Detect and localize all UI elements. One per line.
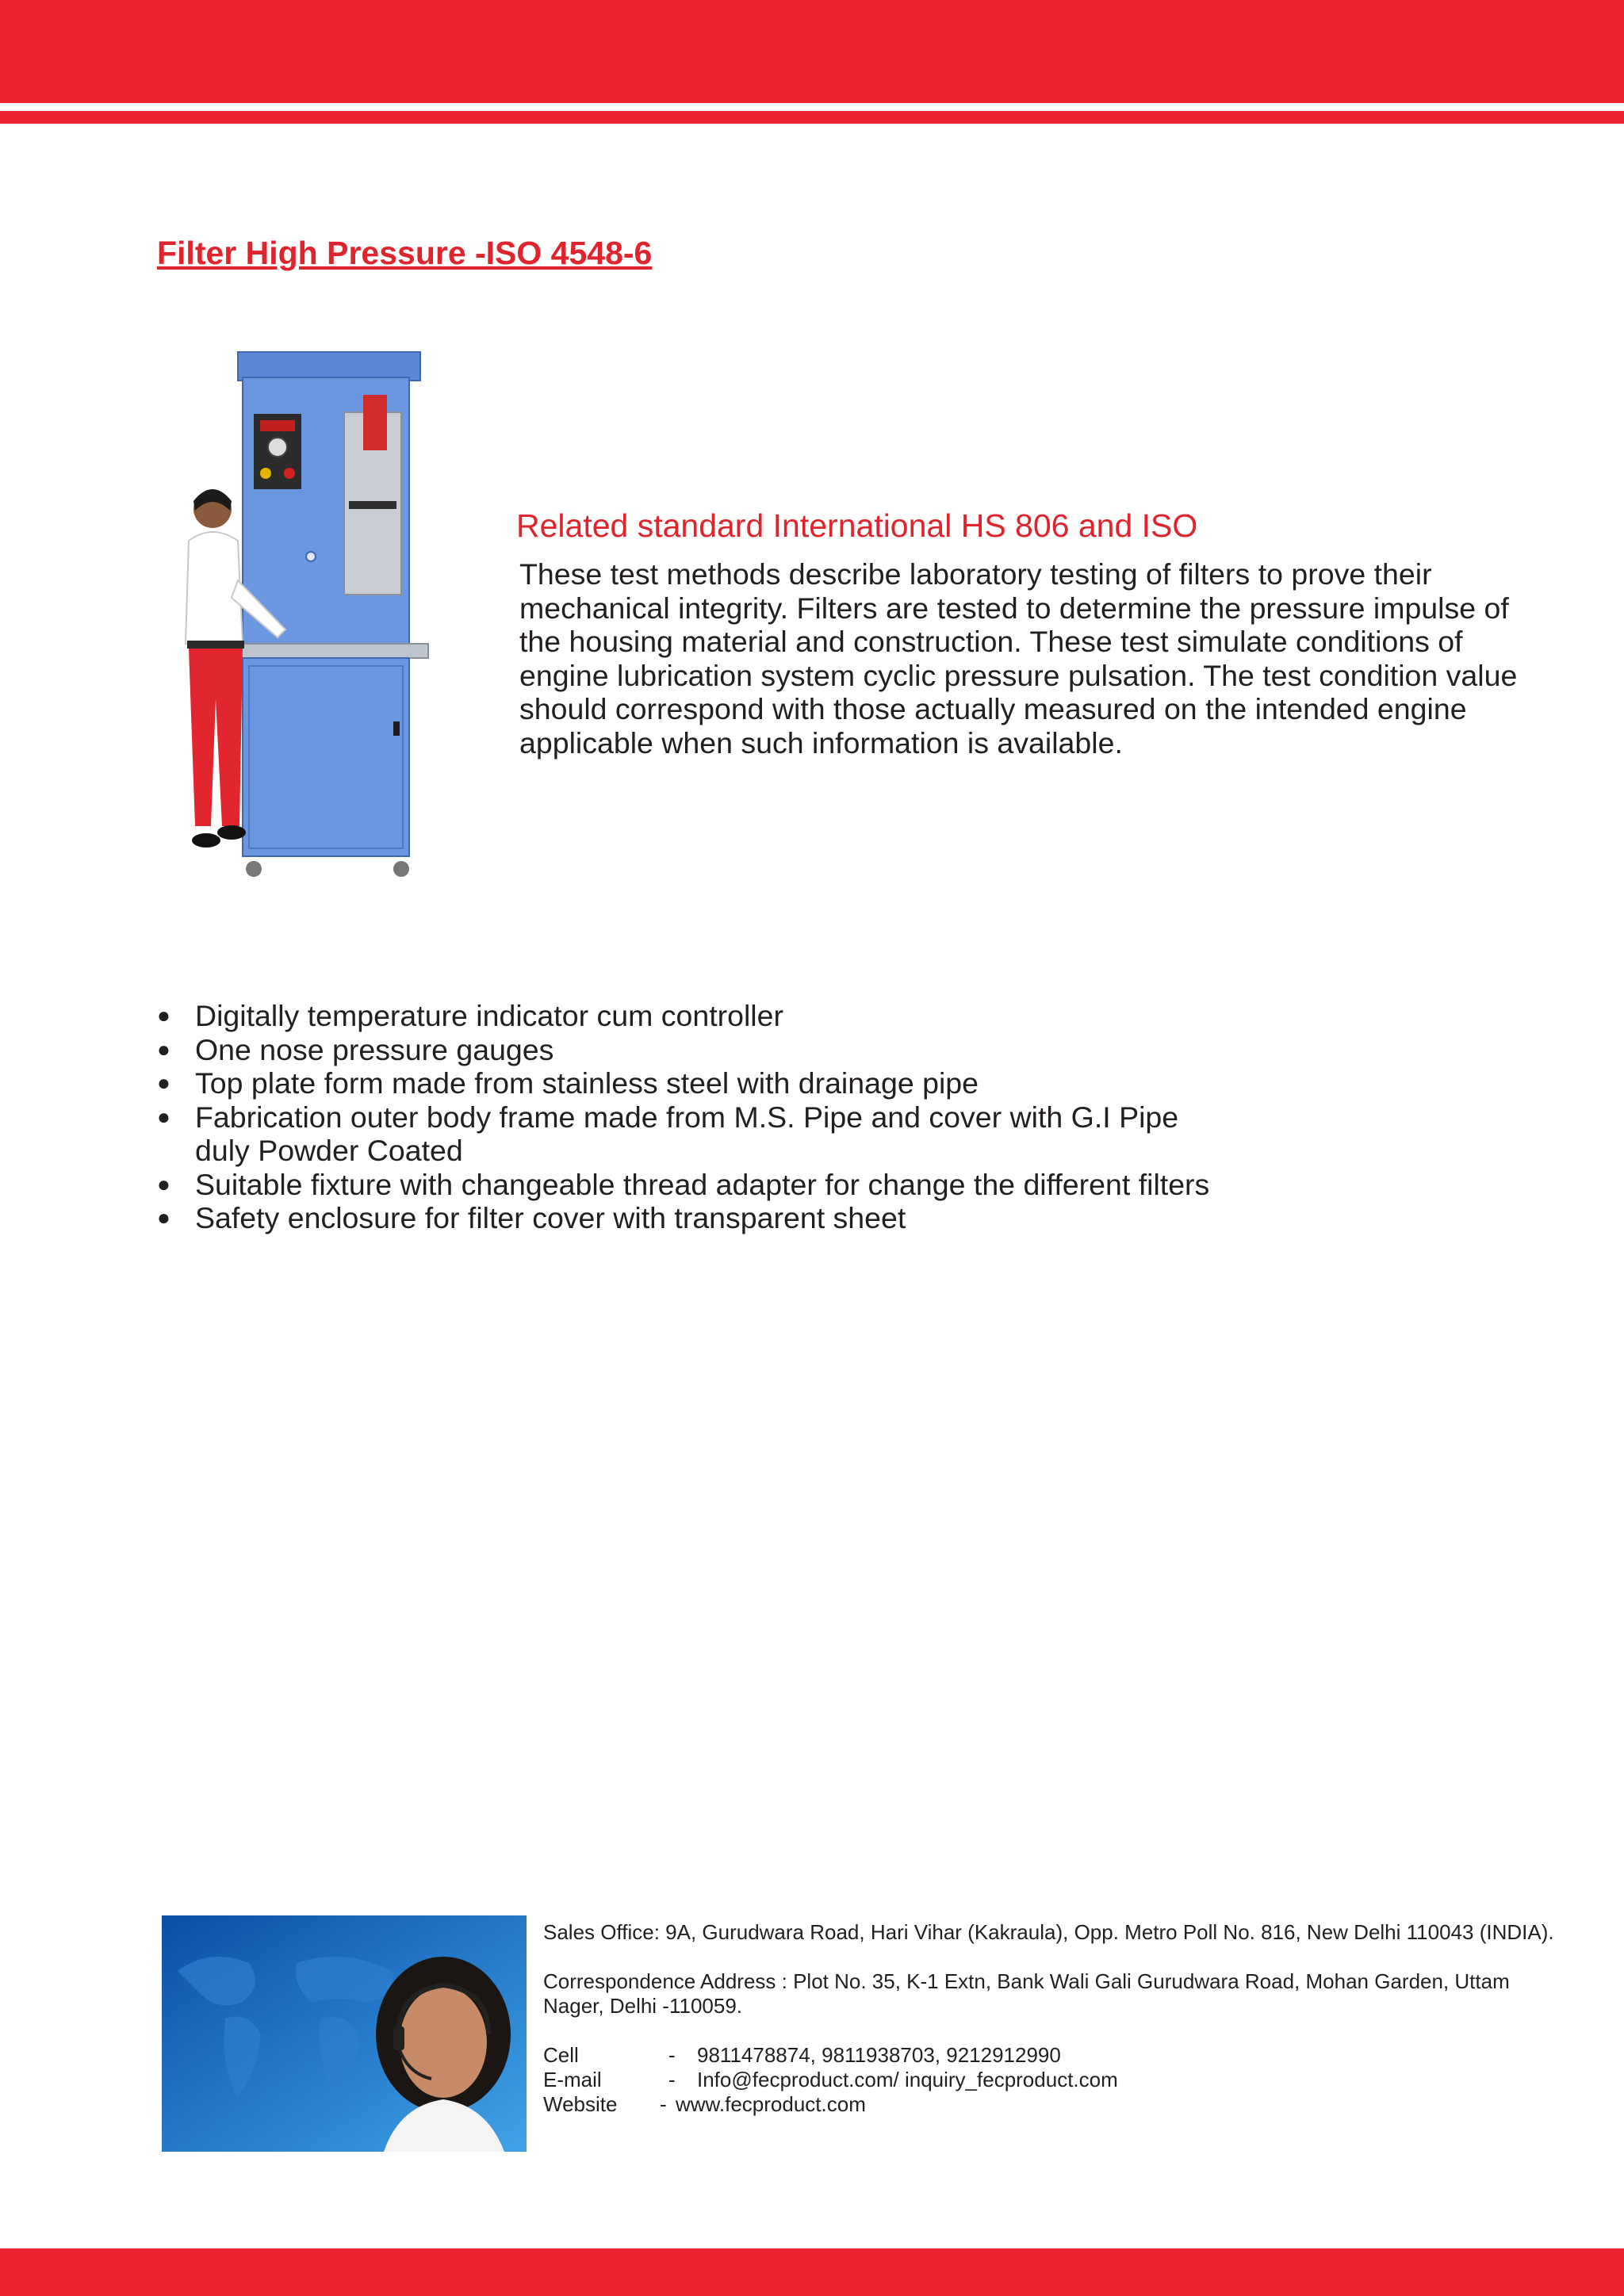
header-band bbox=[0, 0, 1624, 103]
email-value: Info@fecproduct.com/ inquiry_fecproduct.com bbox=[697, 2068, 1118, 2091]
features-list bbox=[157, 999, 1212, 1235]
bullet-icon: ● bbox=[157, 1036, 170, 1062]
header-stripe bbox=[0, 111, 1624, 124]
website-row bbox=[543, 2092, 1566, 2117]
list-item: ● Top plate form made from stainless steel with drainage pipe bbox=[157, 1066, 979, 1100]
email-label: E-mail bbox=[543, 2068, 602, 2091]
list-item: ● One nose pressure gauges bbox=[157, 1032, 554, 1066]
cell-numbers: 9811478874, 9811938703, 9212912990 bbox=[697, 2043, 1061, 2067]
cell-label: Cell bbox=[543, 2043, 579, 2067]
sales-office-address: Sales Office: 9A, Gurudwara Road, Hari Vihar (Kakraula), Opp. Metro Poll No. 816, New Delhi 110043 (INDIA). bbox=[543, 1920, 1554, 1944]
bullet-icon: ● bbox=[157, 1205, 170, 1230]
list-item: ● Digitally temperature indicator cum controller bbox=[157, 999, 783, 1032]
bullet-icon: ● bbox=[157, 1171, 170, 1196]
separator: - bbox=[668, 2068, 676, 2091]
contact-info bbox=[543, 1920, 1566, 2117]
separator: - bbox=[660, 2092, 667, 2116]
standard-heading: Related standard International HS 806 and ISO bbox=[516, 507, 1198, 544]
bullet-icon: ● bbox=[157, 1070, 170, 1095]
footer-band bbox=[0, 2248, 1624, 2296]
bullet-icon: ● bbox=[157, 1104, 170, 1129]
bullet-icon: ● bbox=[157, 1003, 170, 1027]
product-image bbox=[167, 342, 476, 890]
email-row bbox=[543, 2068, 1566, 2092]
list-item: ● Safety enclosure for filter cover with transparent sheet bbox=[157, 1201, 906, 1234]
correspondence-address: Correspondence Address : Plot No. 35, K-1 Extn, Bank Wali Gali Gurudwara Road, Mohan Garden, Uttam Nager, Delhi -110059. bbox=[543, 1969, 1510, 2018]
website-value: www.fecproduct.com bbox=[676, 2092, 866, 2116]
separator: - bbox=[668, 2043, 676, 2067]
description-paragraph: These test methods describe laboratory testing of filters to prove their mechanical integrity. Filters are tested to determine the pressure impulse of the housing material and construction. These test simulate conditions of engine lubrication system cyclic pressure pulsation. The test condition value should correspond with those actually measured on the intended engine applicable when such information is available. bbox=[519, 557, 1518, 760]
cell-row bbox=[543, 2043, 1566, 2068]
list-item: ● Suitable fixture with changeable thread adapter for change the different filters bbox=[157, 1167, 1210, 1201]
website-label: Website bbox=[543, 2092, 618, 2116]
page-title: Filter High Pressure -ISO 4548-6 bbox=[157, 235, 653, 271]
list-item: ● Fabrication outer body frame made from M.S. Pipe and cover with G.I Pipe duly Powder Coated bbox=[157, 1100, 1179, 1167]
customer-support-image bbox=[162, 1915, 527, 2152]
